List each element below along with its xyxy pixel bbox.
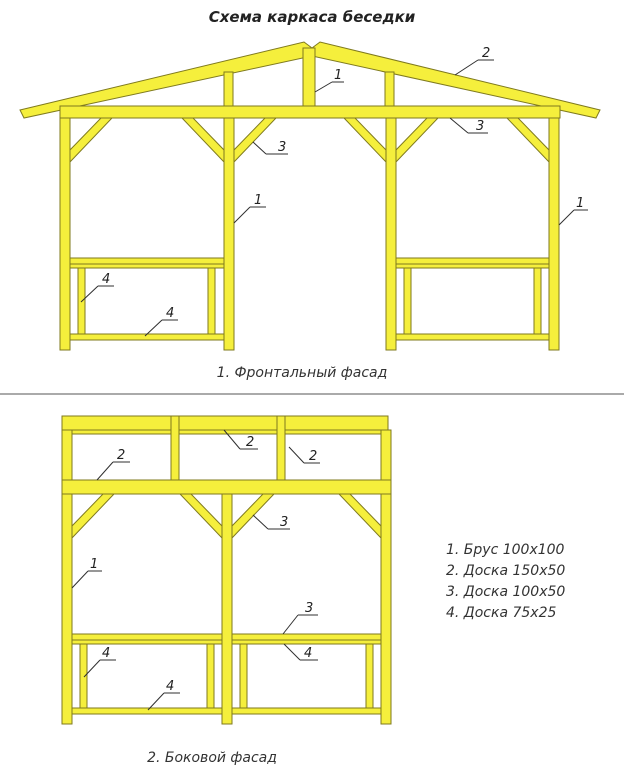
materials-legend <box>446 542 565 621</box>
front-post-4 <box>549 118 559 350</box>
side-right-baluster-1 <box>240 644 247 710</box>
leader-front-beam <box>450 118 468 133</box>
side-brace-1 <box>72 494 114 538</box>
front-brace-5 <box>396 118 438 162</box>
side-left-rail-bottom <box>72 708 222 714</box>
side-post-2 <box>222 494 232 724</box>
leader-front-post-mid <box>234 207 250 223</box>
front-brace-4 <box>344 118 386 162</box>
callout-front-beam: 3 <box>476 119 485 134</box>
side-upper-inner-1 <box>72 430 171 434</box>
callout-side-brace: 3 <box>280 515 289 530</box>
front-post-3 <box>386 118 396 350</box>
callout-front-bottom-rail: 4 <box>166 306 175 321</box>
callout-side-inner-plank: 2 <box>246 435 255 450</box>
side-facade <box>62 416 391 724</box>
leader-front-brace <box>253 142 266 154</box>
leader-side-sub-rail <box>284 644 300 660</box>
side-brace-4 <box>339 494 381 538</box>
side-upper-inner-2 <box>179 430 277 434</box>
side-right-baluster-2 <box>366 644 373 710</box>
leader-side-mid-beam <box>97 462 113 480</box>
side-facade-caption: 2. Боковой фасад <box>147 750 277 766</box>
side-right-rail-sub <box>232 640 381 644</box>
front-facade-caption: 1. Фронтальный фасад <box>216 365 388 381</box>
side-post-3 <box>381 494 391 724</box>
side-brace-3 <box>232 494 274 538</box>
leader-side-brace <box>253 515 268 529</box>
front-left-rail-bottom <box>70 334 224 340</box>
side-left-baluster-2 <box>207 644 214 710</box>
front-top-beam <box>60 106 560 118</box>
legend-item-3: 3. Доска 100x50 <box>446 584 566 600</box>
legend-item-1: 1. Брус 100x100 <box>446 542 565 558</box>
front-post-2 <box>224 118 234 350</box>
callout-side-rail: 3 <box>305 601 314 616</box>
side-post-1 <box>62 494 72 724</box>
leader-front-ridge <box>315 82 332 92</box>
callout-front-rafter: 2 <box>482 46 491 61</box>
callout-side-post: 1 <box>90 557 99 572</box>
diagram-title: Схема каркаса беседки <box>208 8 416 26</box>
roof-strut-left <box>224 72 233 110</box>
side-middle-beam <box>62 480 391 494</box>
front-right-rail-top <box>396 258 549 264</box>
callout-front-brace: 3 <box>278 140 287 155</box>
legend-item-2: 2. Доска 150x50 <box>446 563 566 579</box>
callout-side-baluster: 4 <box>102 646 111 661</box>
side-left-rail-sub <box>72 640 222 644</box>
callout-side-sub-rail: 4 <box>304 646 313 661</box>
front-facade <box>20 42 600 350</box>
legend-item-4: 4. Доска 75x25 <box>446 605 557 621</box>
front-brace-6 <box>507 118 549 162</box>
side-right-rail-top <box>232 634 381 640</box>
callout-front-post-mid: 1 <box>254 193 263 208</box>
side-left-baluster-1 <box>80 644 87 710</box>
front-right-baluster-2 <box>534 268 541 336</box>
front-left-rail-sub <box>70 264 224 268</box>
front-left-rail-top <box>70 258 224 264</box>
side-upper-inner-3 <box>285 430 381 434</box>
leader-side-post <box>72 571 88 588</box>
front-brace-2 <box>182 118 224 162</box>
side-brace-2 <box>180 494 222 538</box>
leader-side-rail <box>283 615 298 634</box>
callout-front-ridge: 1 <box>334 68 343 83</box>
leader-front-post-right <box>559 210 574 225</box>
roof-strut-right <box>385 72 394 110</box>
callout-side-upper-post: 2 <box>309 449 318 464</box>
front-brace-1 <box>70 118 112 162</box>
callout-front-post-right: 1 <box>576 196 585 211</box>
ridge-post <box>303 48 315 110</box>
leader-front-rafter <box>455 60 478 75</box>
callout-side-bottom-rail: 4 <box>166 679 175 694</box>
leader-side-upper-post <box>289 447 304 463</box>
front-right-baluster-1 <box>404 268 411 336</box>
callout-side-mid-beam: 2 <box>117 448 126 463</box>
side-top-beam <box>62 416 388 430</box>
front-brace-3 <box>234 118 276 162</box>
side-right-rail-bottom <box>232 708 381 714</box>
front-left-baluster-2 <box>208 268 215 336</box>
side-left-rail-top <box>72 634 222 640</box>
front-right-rail-bottom <box>396 334 549 340</box>
front-right-rail-sub <box>396 264 549 268</box>
leader-side-bottom-rail <box>148 693 164 710</box>
front-post-1 <box>60 118 70 350</box>
callout-front-baluster: 4 <box>102 272 111 287</box>
